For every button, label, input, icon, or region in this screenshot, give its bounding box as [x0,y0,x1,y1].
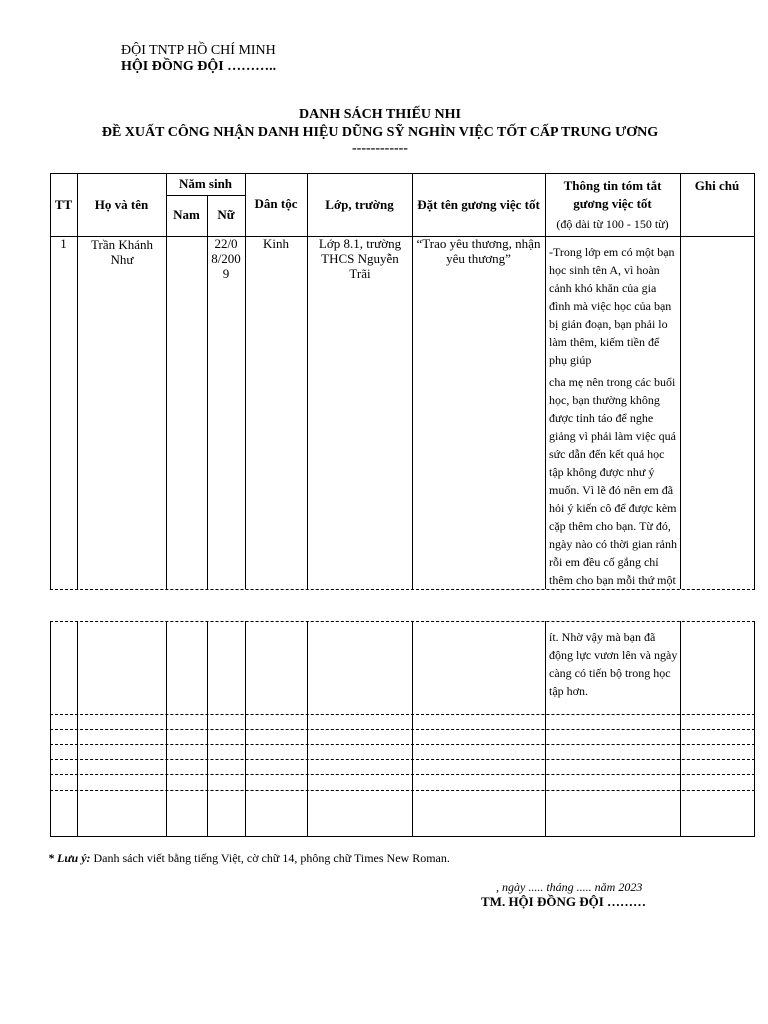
cell-summary-part3: ít. Nhờ vậy mà bạn đã động lực vươn lên và ngày càng có tiến bộ trong học tập hơn. [549,630,678,698]
table-border-top [50,173,755,174]
cell-name: Trần Khánh Như [91,237,153,267]
footnote-label: * Lưu ý: [48,851,91,865]
row-border [50,714,755,715]
column-border [207,621,208,836]
header-birth-year: Năm sinh [178,176,233,191]
header-name: Họ và tên [94,197,149,212]
footnote-text: Danh sách viết bằng tiếng Việt, cờ chữ 14, phông chữ Times New Roman. [90,851,450,865]
row-border [50,790,755,791]
column-border [166,621,167,836]
table-border-bottom [50,836,755,837]
cell-birth-date: 22/08/2009 [211,236,241,281]
header-summary: Thông tin tóm tắt [563,178,662,193]
continuation-top [50,621,755,622]
header-summary-line2: gương việc tốt [573,196,652,211]
cell-ethnicity: Kinh [263,236,289,251]
column-border [754,621,755,836]
document-title: DANH SÁCH THIẾU NHI [299,107,461,122]
column-border [307,621,308,836]
row-border [50,729,755,730]
cell-summary-part2: cha mẹ nên trong các buổi học, bạn thường không được tỉnh táo để nghe giảng vì phải làm việc quá sức dẫn đến kết quả học tập không được như ý muốn. Vì lẽ đó nên em đã hỏi ý kiến cô để được kèm cặp thêm cho bạn. Từ đó, ngày nào có thời gian rảnh rỗi em đều cố gắng chỉ thêm cho bạn mỗi thứ một [549,375,677,587]
organization-name: ĐỘI TNTP HỒ CHÍ MINH [121,43,276,58]
header-female: Nữ [217,207,235,222]
header-class-school: Lớp, trường [325,197,394,212]
council-name: HỘI ĐỒNG ĐỘI ……….. [121,59,277,74]
cell-good-example-title: “Trao yêu thương, nhận yêu thương” [416,236,541,266]
page-break-line [50,589,755,590]
column-border [307,173,308,589]
date-line: , ngày ..... tháng ..... năm 2023 [496,880,643,894]
column-border [412,173,413,589]
column-border [680,621,681,836]
header-notes: Ghi chú [694,178,740,193]
document-subtitle: ĐỀ XUẤT CÔNG NHẬN DANH HIỆU DŨNG SỸ NGHÌN VIỆC TỐT CẤP TRUNG ƯƠNG [101,125,659,140]
cell-class-school: Lớp 8.1, trường THCS Nguyễn Trãi [318,236,402,281]
cell-summary-part1: -Trong lớp em có một bạn học sinh tên A, vì hoàn cảnh khó khăn của gia đình mà việc học của bạn bị gián đoạn, bạn phải lo làm thêm, kiếm tiền để phụ giúp [549,245,675,367]
column-border [412,621,413,836]
column-border [754,173,755,589]
column-border [245,621,246,836]
header-good-example-title: Đặt tên gương việc tốt [417,197,540,212]
column-border [545,173,546,589]
birth-year-divider [166,195,245,196]
column-border [77,173,78,589]
signature-line: TM. HỘI ĐỒNG ĐỘI ……… [481,894,647,909]
column-border [50,621,51,836]
column-border [545,621,546,836]
row-border [50,774,755,775]
header-male: Nam [173,207,200,222]
title-divider: ------------ [352,141,408,156]
column-border [77,621,78,836]
header-ethnicity: Dân tộc [254,196,298,211]
column-border [680,173,681,589]
footnote [48,851,450,866]
cell-tt: 1 [60,236,67,251]
row-border [50,744,755,745]
row-border [50,759,755,760]
column-border [166,173,167,589]
header-summary-length: (độ dài từ 100 - 150 từ) [556,217,669,231]
column-border [207,195,208,589]
header-tt: TT [54,197,73,212]
